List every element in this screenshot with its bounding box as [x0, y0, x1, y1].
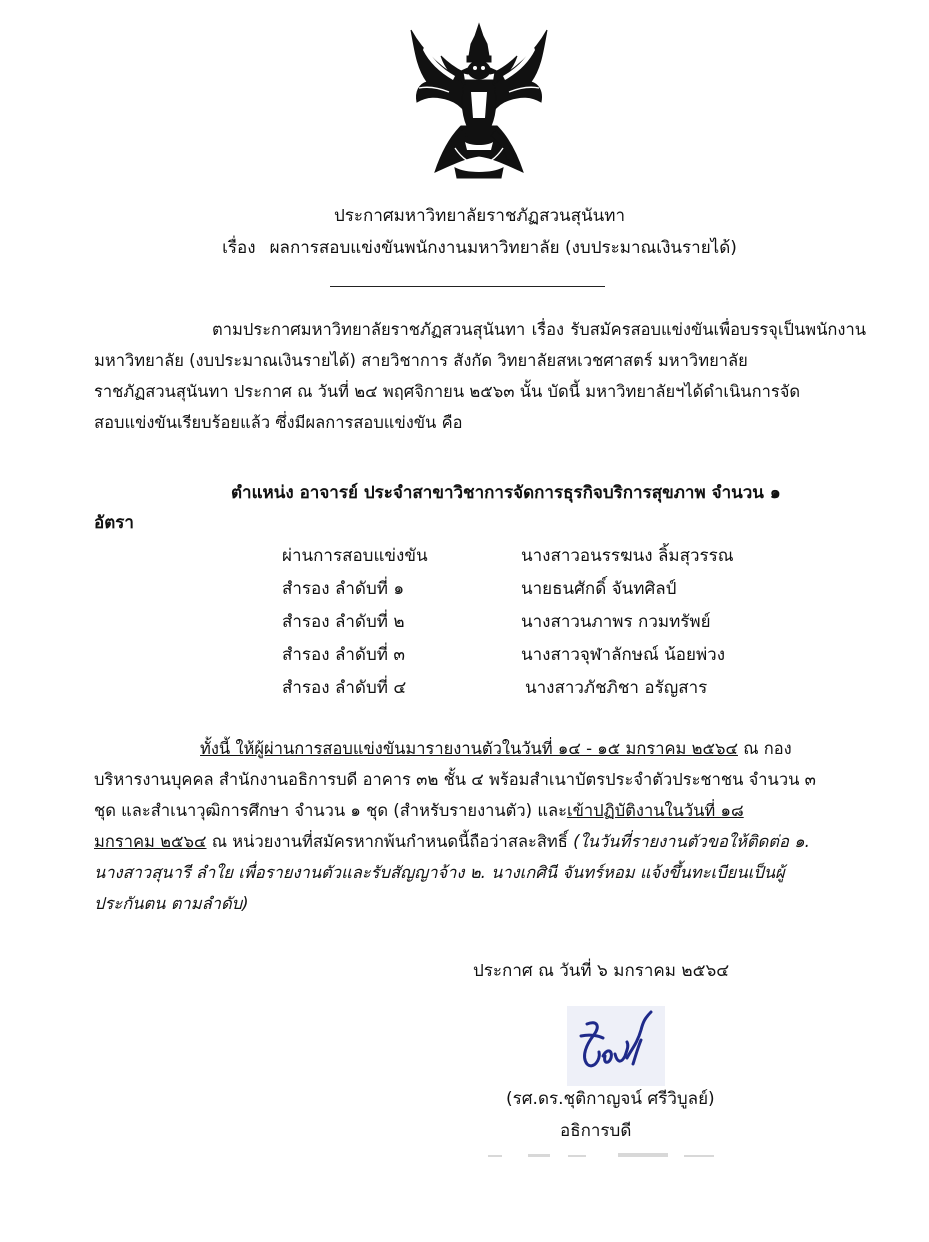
start-work-date-text: เข้าปฏิบัติงานในวันที่ ๑๘ [566, 801, 744, 820]
notice-text: บริหารงานบุคคล สำนักงานอธิการบดี อาคาร ๓๒ ชั้น ๔ พร้อมสำเนาบัตรประจำตัวประชาชน จำนวน ๓ [94, 770, 816, 789]
notice-text: ณ กอง [737, 739, 792, 758]
result-label: สำรอง ลำดับที่ ๒ [282, 612, 405, 632]
title-divider [330, 286, 605, 287]
contact-note: นางสาวสุนารี ลำใย เพื่อรายงานตัวและรับสัญญาจ้าง ๒. นางเกศินี จันทร์หอม แจ้งขึ้นทะเบียนเป็นผู้ [94, 863, 785, 882]
subject-label: เรื่อง [222, 238, 256, 258]
result-label: สำรอง ลำดับที่ ๔ [282, 678, 407, 698]
subject-text: ผลการสอบแข่งขันพนักงานมหาวิทยาลัย (งบประมาณเงินรายได้) [269, 238, 737, 258]
report-date-text: ทั้งนี้ ให้ผู้ผ่านการสอบแข่งขันมารายงานตัวในวันที่ ๑๔ - ๑๕ มกราคม ๒๕๖๔ [200, 739, 738, 758]
result-label: สำรอง ลำดับที่ ๓ [282, 645, 405, 665]
announcement-date: ประกาศ ณ วันที่ ๖ มกราคม ๒๕๖๔ [473, 961, 730, 981]
announcement-subject-line [15, 234, 929, 261]
result-name: นางสาวจุฬาลักษณ์ น้อยพ่วง [521, 645, 725, 665]
intro-paragraph [94, 314, 866, 438]
notice-paragraph [94, 733, 866, 919]
signature-image [567, 1006, 665, 1086]
faint-print-artifact [488, 1150, 720, 1162]
announcement-title: ประกาศมหาวิทยาลัยราชภัฏสวนสุนันทา [333, 206, 626, 226]
signer-position: อธิการบดี [560, 1121, 632, 1141]
result-name: นางสาวนภาพร กวมทรัพย์ [521, 612, 711, 632]
signer-name: (รศ.ดร.ชุติกาญจน์ ศรีวิบูลย์) [506, 1089, 715, 1109]
result-name: นางสาวอนรรฆนง ลิ้มสุวรรณ [521, 546, 734, 566]
intro-line: สอบแข่งขันเรียบร้อยแล้ว ซึ่งมีผลการสอบแข่งขัน คือ [94, 413, 463, 432]
result-label: สำรอง ลำดับที่ ๑ [282, 579, 405, 599]
notice-text: ชุด และสำเนาวุฒิการศึกษา จำนวน ๑ ชุด (สำหรับรายงานตัว) และ [94, 801, 567, 820]
intro-line: ตามประกาศมหาวิทยาลัยราชภัฏสวนสุนันทา เรื่อง รับสมัครสอบแข่งขันเพื่อบรรจุเป็นพ [212, 320, 817, 339]
position-heading: ตำแหน่ง อาจารย์ ประจำสาขาวิชาการจัดการธุรกิจบริการสุขภาพ จำนวน ๑ [231, 483, 781, 503]
contact-note: (ในวันที่รายงานตัวขอให้ติดต่อ ๑. [573, 832, 810, 851]
start-work-date-text: มกราคม ๒๕๖๔ [94, 832, 207, 851]
result-name: นางสาวภัชภิชา อรัญสาร [525, 678, 708, 698]
intro-line: ราชภัฏสวนสุนันทา ประกาศ ณ วันที่ ๒๔ พฤศจิกายน ๒๕๖๓ นั้น บัดนี้ มหาวิทยาลัยฯได้ดำเนินการจัด [94, 382, 801, 401]
garuda-emblem-icon [405, 22, 553, 180]
position-rate: อัตรา [94, 513, 134, 533]
result-label: ผ่านการสอบแข่งขัน [282, 546, 428, 566]
intro-line: นักงานมหาวิทยาลัย (งบประมาณเงินรายได้) สายวิชาการ สังกัด วิทยาลัยสหเวชศาสตร์ มหาวิทยาลัย [94, 320, 866, 370]
contact-note: ประกันตน ตามลำดับ) [94, 894, 249, 913]
result-name: นายธนศักดิ์ จันทศิลป์ [521, 579, 677, 599]
notice-text: ณ หน่วยงานที่สมัครหากพ้นกำหนดนี้ถือว่าสละสิทธิ์ [206, 832, 574, 851]
